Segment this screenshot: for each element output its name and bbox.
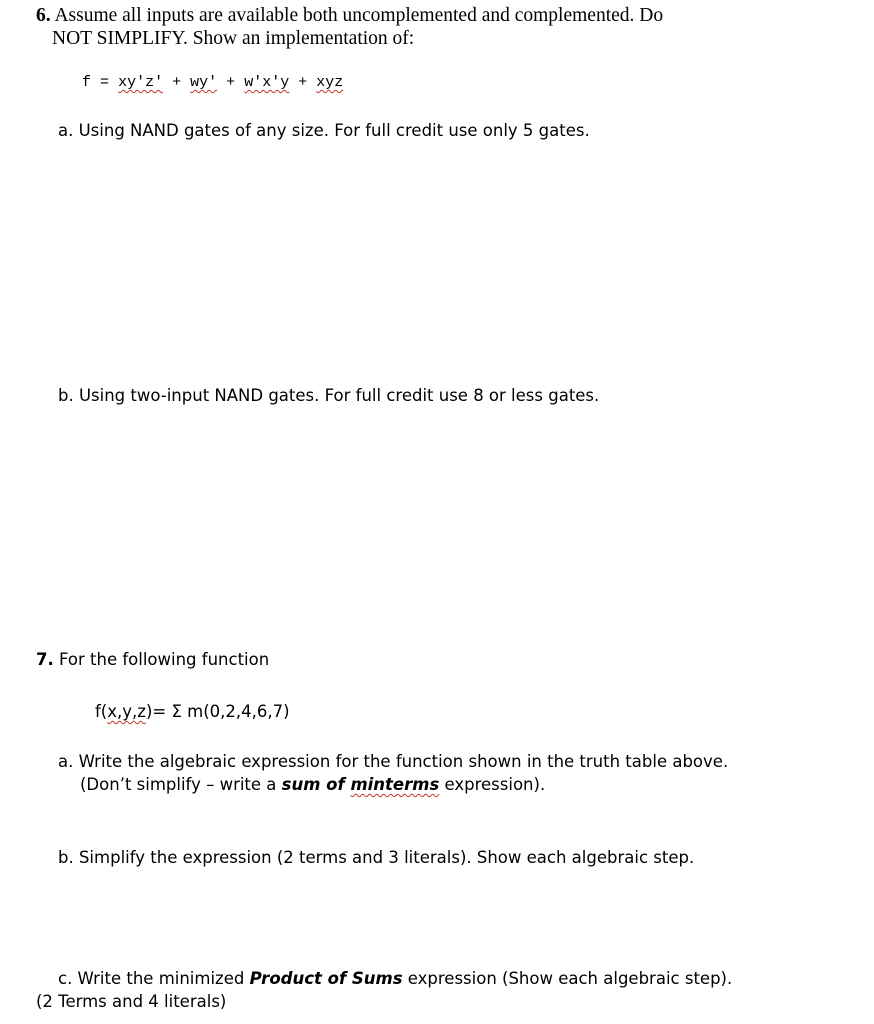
q7-a-line1: a. Write the algebraic expression for the function shown in the truth table above.: [58, 752, 729, 771]
q7-intro: For the following function: [59, 650, 270, 669]
q7-func-vars: x,y,z: [107, 702, 146, 721]
formula-plus-1: +: [172, 74, 182, 91]
formula-lhs: f: [82, 74, 92, 91]
q7-heading: [36, 649, 269, 671]
formula-term-2: wy': [190, 74, 218, 91]
q6-part-b: b. Using two-input NAND gates. For full credit use 8 or less gates.: [58, 386, 600, 405]
q7-number: 7.: [36, 650, 54, 669]
q6-formula: [82, 73, 343, 93]
q6-line2: NOT SIMPLIFY. Show an implementation of:: [52, 28, 415, 49]
q6-line1: Assume all inputs are available both uncomplemented and complemented. Do: [54, 5, 664, 26]
formula-term-3: w'x'y: [244, 74, 290, 91]
formula-eq: =: [100, 74, 110, 91]
q7-a-line2-pre: (Don’t simplify – write a: [80, 775, 282, 794]
q7-a-line2-post: expression).: [439, 775, 546, 794]
formula-term-1: xy'z': [118, 74, 164, 91]
q7-a-line2-bi2: minterms: [350, 775, 440, 794]
q7-c-line2: (2 Terms and 4 literals): [36, 992, 227, 1011]
formula-plus-2: +: [226, 74, 236, 91]
q7-func-prefix: f(: [95, 702, 108, 721]
formula-term-4: xyz: [316, 74, 344, 91]
q7-func-suffix: )= Σ m(0,2,4,6,7): [145, 702, 290, 721]
q7-a-line2-bi1: sum of: [281, 775, 351, 794]
q7-c-bi: Product of Sums: [249, 969, 403, 988]
q7-a-line2: [80, 774, 545, 796]
formula-plus-3: +: [298, 74, 308, 91]
q6-heading: [36, 4, 663, 27]
q6-part-a: a. Using NAND gates of any size. For full credit use only 5 gates.: [58, 121, 590, 140]
q6-number: 6.: [36, 5, 51, 26]
q7-part-b: b. Simplify the expression (2 terms and 3 literals). Show each algebraic step.: [58, 848, 695, 867]
q7-c-pre: c. Write the minimized: [58, 969, 250, 988]
q7-c-line1: [58, 968, 732, 990]
q7-c-post: expression (Show each algebraic step).: [402, 969, 733, 988]
q7-function: [95, 701, 290, 723]
